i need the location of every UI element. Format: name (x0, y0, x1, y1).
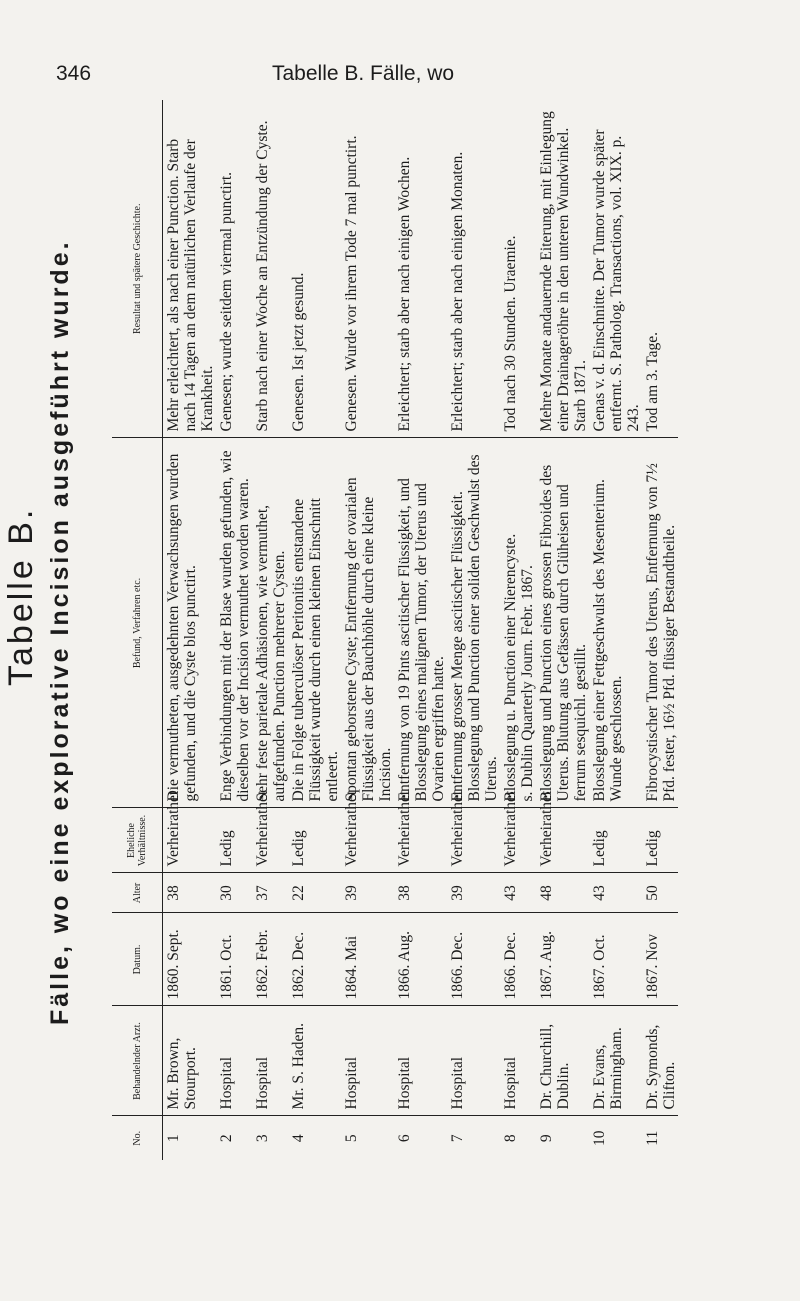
case-number-text: 7 (449, 1134, 466, 1143)
table-row (589, 100, 642, 1160)
age-text: 43 (502, 885, 519, 901)
result-text: Tod nach 30 Stunden. Uraemie. (502, 235, 519, 432)
physician-cell (163, 1006, 217, 1116)
case-number-cell (216, 1116, 252, 1160)
date-cell (216, 913, 252, 1006)
case-number-cell (642, 1116, 678, 1160)
result-cell (500, 100, 536, 438)
result-text: Mehre Monate andauernde Eiterung, mit Einlegung einer Drainageröhre in den unteren Wundwinkel. Starb 1871. (538, 111, 589, 432)
findings-text: Enge Verbindungen mit der Blase wurden gefunden, wie dieselben vor der Incision vermuthet worden waren. (218, 450, 252, 802)
findings-cell (589, 438, 642, 808)
findings-cell (536, 438, 589, 808)
table-row (536, 100, 589, 1160)
age-text: 30 (218, 885, 235, 901)
result-text: Mehr erleichtert, als nach einer Punction. Starb nach 14 Tagen an dem natürlichen Verlaufe der Krankheit. (165, 138, 216, 432)
physician-text: Hospital (254, 1056, 271, 1110)
table-header-row (112, 100, 163, 1160)
date-text: 1866. Aug. (396, 931, 413, 1000)
findings-text: Blosslegung und Punction eines grossen Fibroides des Uterus. Blutung aus Gefässen durch Glüheisen und ferrum sesquichl. gestillt. (538, 464, 589, 802)
case-number-cell (163, 1116, 217, 1160)
age-cell (589, 873, 642, 913)
date-text: 1862. Dec. (290, 931, 307, 1000)
result-text: Genesen. Wurde vor ihrem Tode 7 mal punctirt. (343, 135, 360, 432)
findings-text: Blosslegung einer Fettgeschwulst des Mesenterium. Wunde geschlossen. (591, 479, 625, 802)
marital-status-cell (341, 790, 394, 873)
case-number-cell (589, 1116, 642, 1160)
findings-cell (216, 438, 252, 808)
case-number-cell (500, 1116, 536, 1160)
table-title: Tabelle B. (2, 506, 40, 686)
marital-status-cell (589, 808, 642, 873)
case-number-cell (394, 1116, 447, 1160)
result-cell (341, 100, 394, 438)
date-text: 1867. Aug. (538, 931, 555, 1000)
col-header-befund: Befund, Verfahren etc. (112, 438, 163, 808)
age-text: 38 (396, 885, 413, 901)
case-number-text: 3 (254, 1134, 271, 1143)
table-row (288, 100, 341, 1160)
physician-text: Dr. Symonds, Clifton. (644, 1024, 678, 1110)
age-text: 38 (165, 885, 182, 901)
findings-cell (394, 438, 447, 808)
marital-status-text: Verheirathet (254, 790, 271, 867)
age-text: 43 (591, 885, 608, 901)
table-body (163, 100, 679, 1160)
result-text: Genas v. d. Einschnitte. Der Tumor wurde später entfernt. S. Patholog. Transactions, vol. XIX. p. 243. (591, 129, 642, 432)
cases-table (112, 100, 678, 1160)
age-cell (642, 873, 678, 913)
age-cell (394, 873, 447, 913)
table-row (341, 100, 394, 1160)
physician-cell (447, 1006, 500, 1116)
marital-status-cell (163, 790, 217, 873)
result-cell (252, 100, 288, 438)
date-text: 1867. Oct. (591, 934, 608, 1000)
marital-status-text: Verheirathet (502, 790, 519, 867)
marital-status-text: Verheirathet (449, 790, 466, 867)
findings-cell (288, 438, 341, 808)
physician-text: Mr. S. Haden. (290, 1022, 307, 1110)
marital-status-cell (252, 790, 288, 873)
col-header-no: No. (112, 1116, 163, 1160)
physician-text: Hospital (343, 1056, 360, 1110)
date-text: 1862. Febr. (254, 929, 271, 1000)
marital-status-text: Verheirathet (165, 790, 182, 867)
age-cell (252, 873, 288, 913)
case-number-text: 4 (290, 1134, 307, 1143)
physician-text: Hospital (449, 1056, 466, 1110)
case-number-cell (447, 1116, 500, 1160)
date-cell (288, 913, 341, 1006)
date-cell (589, 913, 642, 1006)
physician-text: Hospital (218, 1056, 235, 1110)
case-number-text: 5 (343, 1134, 360, 1143)
age-text: 39 (449, 885, 466, 901)
result-cell (288, 100, 341, 438)
physician-text: Hospital (396, 1056, 413, 1110)
age-cell (447, 873, 500, 913)
table-subtitle: Fälle, wo eine explorative Incision ausgeführt wurde. (46, 239, 74, 1025)
result-cell (642, 100, 678, 438)
physician-cell (341, 1006, 394, 1116)
physician-text: Dr. Churchill, Dublin. (538, 1023, 572, 1110)
result-cell (536, 100, 589, 438)
date-cell (447, 913, 500, 1006)
marital-status-cell (288, 808, 341, 873)
physician-cell (252, 1006, 288, 1116)
col-header-arzt: Behandelnder Arzt. (112, 1006, 163, 1116)
result-cell (447, 100, 500, 438)
result-text: Starb nach einer Woche an Entzündung der Cyste. (254, 120, 271, 432)
result-cell (394, 100, 447, 438)
date-text: 1867. Nov (644, 934, 661, 1000)
col-header-datum: Datum. (112, 913, 163, 1006)
table-row (163, 100, 217, 1160)
rotated-table-block (0, 100, 760, 1160)
date-cell (341, 913, 394, 1006)
col-header-alter: Alter (112, 873, 163, 913)
findings-cell (252, 438, 288, 808)
age-text: 50 (644, 885, 661, 901)
result-cell (589, 100, 642, 438)
date-cell (642, 913, 678, 1006)
result-cell (163, 100, 217, 438)
findings-text: Fibrocystischer Tumor des Uterus, Entfernung von 7½ Pfd. fester, 16½ Pfd. flüssiger Bestandtheile. (644, 463, 678, 802)
result-text: Erleichtert; starb aber nach einigen Wochen. (396, 156, 413, 432)
physician-cell (394, 1006, 447, 1116)
findings-text: Sehr feste parietale Adhäsionen, wie vermuthet, aufgefunden. Punction mehrerer Cysten. (254, 504, 288, 802)
findings-text: Die vermutheten, ausgedehnten Verwachsungen wurden gefunden, und die Cyste blos punctirt. (165, 453, 199, 802)
case-number-cell (252, 1116, 288, 1160)
date-text: 1866. Dec. (449, 931, 466, 1000)
physician-cell (642, 1006, 678, 1116)
age-cell (163, 873, 217, 913)
date-text: 1866. Dec. (502, 931, 519, 1000)
age-text: 39 (343, 885, 360, 901)
physician-cell (216, 1006, 252, 1116)
age-cell (288, 873, 341, 913)
marital-status-text: Verheirathet (538, 790, 555, 867)
findings-text: Entfernung von 19 Pints ascitischer Flüssigkeit, und Blosslegung eines malignen Tumor, der Uterus und Ovarien ergriffen hatte. (396, 478, 447, 802)
date-cell (163, 913, 217, 1006)
table-row (447, 100, 500, 1160)
date-text: 1860. Sept. (165, 929, 182, 1000)
case-number-cell (536, 1116, 589, 1160)
marital-status-text: Verheirathet (343, 790, 360, 867)
result-text: Genesen. Ist jetzt gesund. (290, 272, 307, 432)
case-number-text: 10 (591, 1130, 608, 1146)
marital-status-text: Ledig (644, 830, 661, 867)
table-row (216, 100, 252, 1160)
case-number-text: 1 (165, 1134, 182, 1143)
age-cell (341, 873, 394, 913)
date-cell (252, 913, 288, 1006)
date-text: 1861. Oct. (218, 934, 235, 1000)
marital-status-text: Verheirathet (396, 790, 413, 867)
age-text: 37 (254, 885, 271, 901)
physician-text: Mr. Brown, Stourport. (165, 1037, 199, 1110)
case-number-text: 8 (502, 1134, 519, 1143)
age-cell (536, 873, 589, 913)
physician-text: Hospital (502, 1056, 519, 1110)
case-number-cell (341, 1116, 394, 1160)
running-title: Tabelle B. Fälle, wo (272, 62, 455, 85)
result-text: Erleichtert; starb aber nach einigen Monaten. (449, 151, 466, 432)
age-text: 48 (538, 885, 555, 901)
date-cell (536, 913, 589, 1006)
table-row (394, 100, 447, 1160)
findings-cell (341, 438, 394, 808)
physician-text: Dr. Evans, Birmingham. (591, 1027, 625, 1110)
page-header (0, 0, 800, 100)
marital-status-cell (536, 790, 589, 873)
date-cell (500, 913, 536, 1006)
marital-status-cell (447, 790, 500, 873)
marital-status-cell (500, 790, 536, 873)
result-text: Tod am 3. Tage. (644, 331, 661, 432)
findings-reference: s. Dublin Quarterly Journ. Febr. 1867. (519, 565, 536, 802)
physician-cell (536, 1006, 589, 1116)
marital-status-text: Ledig (591, 830, 608, 867)
case-number-cell (288, 1116, 341, 1160)
findings-cell (500, 438, 536, 808)
age-cell (500, 873, 536, 913)
age-text: 22 (290, 885, 307, 901)
physician-cell (288, 1006, 341, 1116)
case-number-text: 11 (644, 1130, 661, 1146)
age-cell (216, 873, 252, 913)
table-row (500, 100, 536, 1160)
findings-text: Entfernung grosser Menge ascitischer Flüssigkeit. Blosslegung und Punction einer soliden Geschwulst des Uterus. (449, 454, 500, 802)
case-number-text: 6 (396, 1134, 413, 1143)
marital-status-cell (642, 808, 678, 873)
findings-cell (163, 438, 217, 808)
result-cell (216, 100, 252, 438)
findings-cell (447, 438, 500, 808)
findings-text: Blosslegung u. Punction einer Nierencyste. (502, 533, 519, 802)
page-number: 346 (56, 62, 92, 85)
marital-status-cell (394, 790, 447, 873)
date-cell (394, 913, 447, 1006)
marital-status-text: Ledig (218, 830, 235, 867)
findings-text: Spontan geborstene Cyste; Entfernung der ovarialen Flüssigkeit aus der Bauchhöhle durch eine kleine Incision. (343, 477, 394, 802)
case-number-text: 2 (218, 1134, 235, 1143)
col-header-verhaeltnisse: Eheliche Verhältnisse. (112, 808, 163, 873)
physician-cell (589, 1006, 642, 1116)
col-header-resultat: Resultat und spätere Geschichte. (112, 100, 163, 438)
result-text: Genesen; wurde seitdem viermal punctirt. (218, 171, 235, 432)
findings-text: Die in Folge tuberculöser Peritonitis entstandene Flüssigkeit wurde durch einen kleinen Einschnitt entleert. (290, 498, 341, 802)
marital-status-cell (216, 808, 252, 873)
table-row (252, 100, 288, 1160)
physician-cell (500, 1006, 536, 1116)
marital-status-text: Ledig (290, 830, 307, 867)
date-text: 1864. Mai (343, 935, 360, 1000)
table-row (642, 100, 678, 1160)
case-number-text: 9 (538, 1134, 555, 1143)
findings-cell (642, 438, 678, 808)
